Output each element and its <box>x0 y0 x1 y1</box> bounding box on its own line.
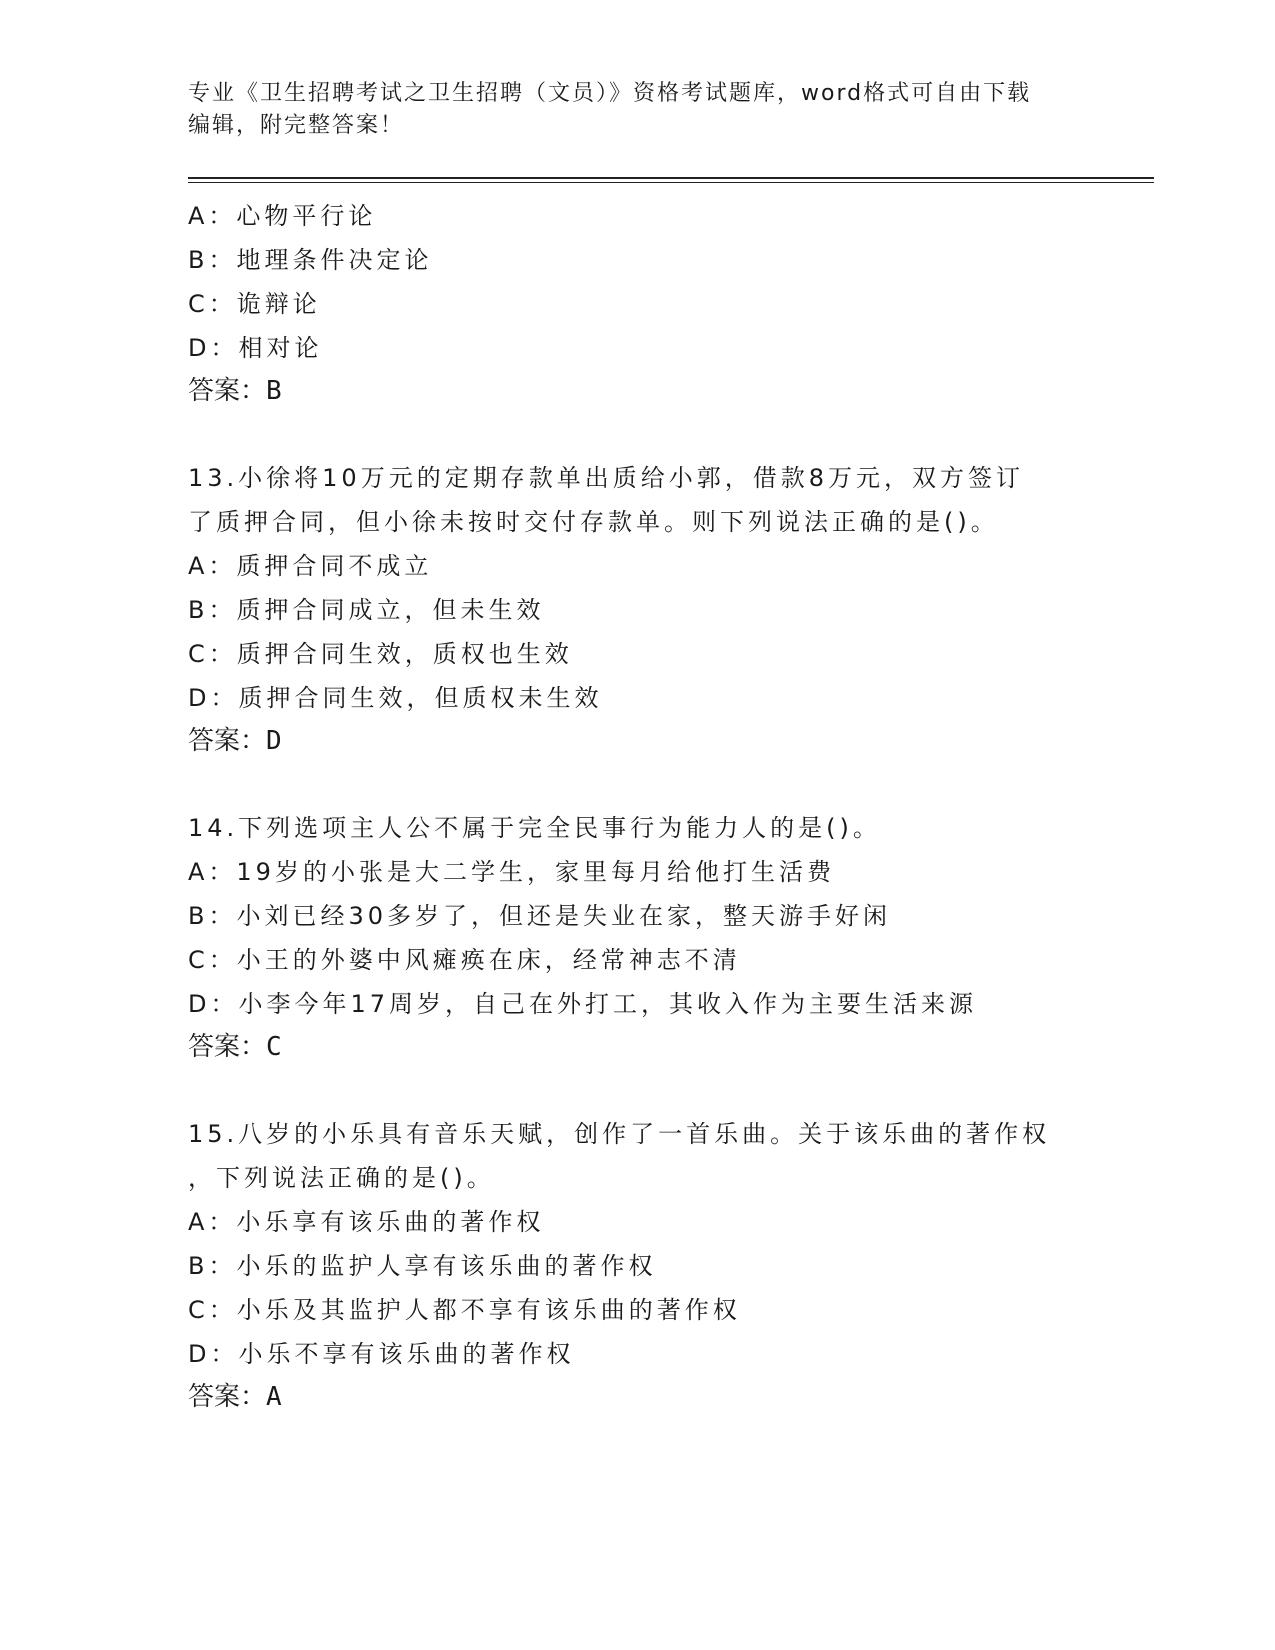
answer-label: 答案： <box>188 726 267 756</box>
answer-label: 答案： <box>188 1032 267 1062</box>
q14-option-b: B：小刘已经30多岁了，但还是失业在家，整天游手好闲 <box>188 902 892 930</box>
q15-stem-line-2: ，下列说法正确的是()。 <box>188 1164 495 1192</box>
q15-option-b: B：小乐的监护人享有该乐曲的著作权 <box>188 1252 657 1280</box>
q12-option-a: A：心物平行论 <box>188 202 377 230</box>
q15-answer <box>188 1376 282 1413</box>
q12-option-b: B：地理条件决定论 <box>188 246 433 274</box>
answer-value: C <box>266 1032 282 1062</box>
answer-label: 答案： <box>188 376 267 406</box>
q15-stem-line-1: 15.八岁的小乐具有音乐天赋，创作了一首乐曲。关于该乐曲的著作权 <box>188 1120 1051 1148</box>
q14-option-d: D：小李今年17周岁，自己在外打工，其收入作为主要生活来源 <box>188 990 978 1018</box>
answer-value: A <box>266 1382 282 1412</box>
q14-option-a: A：19岁的小张是大二学生，家里每月给他打生活费 <box>188 858 835 886</box>
header-title-line-2: 编辑，附完整答案！ <box>188 113 405 138</box>
answer-value: B <box>266 376 282 406</box>
q13-option-d: D：质押合同生效，但质权未生效 <box>188 684 603 712</box>
q14-answer <box>188 1026 282 1063</box>
q15-option-c: C：小乐及其监护人都不享有该乐曲的著作权 <box>188 1296 741 1324</box>
q12-answer <box>188 370 282 407</box>
q13-option-c: C：质押合同生效，质权也生效 <box>188 640 573 668</box>
header-divider-top <box>188 177 1154 179</box>
q15-option-d: D：小乐不享有该乐曲的著作权 <box>188 1340 575 1368</box>
answer-value: D <box>266 726 282 756</box>
q13-option-b: B：质押合同成立，但未生效 <box>188 596 545 624</box>
header-title-line-1: 专业《卫生招聘考试之卫生招聘（文员）》资格考试题库，word格式可自由下载 <box>188 81 1032 106</box>
q14-option-c: C：小王的外婆中风瘫痪在床，经常神志不清 <box>188 946 741 974</box>
q13-stem-line-2: 了质押合同，但小徐未按时交付存款单。则下列说法正确的是()。 <box>188 508 999 536</box>
q15-option-a: A：小乐享有该乐曲的著作权 <box>188 1208 545 1236</box>
q13-option-a: A：质押合同不成立 <box>188 552 433 580</box>
q13-answer <box>188 720 282 757</box>
header-divider-bottom <box>188 182 1154 183</box>
q12-option-d: D：相对论 <box>188 334 323 362</box>
q13-stem-line-1: 13.小徐将10万元的定期存款单出质给小郭，借款8万元，双方签订 <box>188 464 1024 492</box>
q12-option-c: C：诡辩论 <box>188 290 321 318</box>
q14-stem-line-1: 14.下列选项主人公不属于完全民事行为能力人的是()。 <box>188 814 881 842</box>
answer-label: 答案： <box>188 1382 267 1412</box>
